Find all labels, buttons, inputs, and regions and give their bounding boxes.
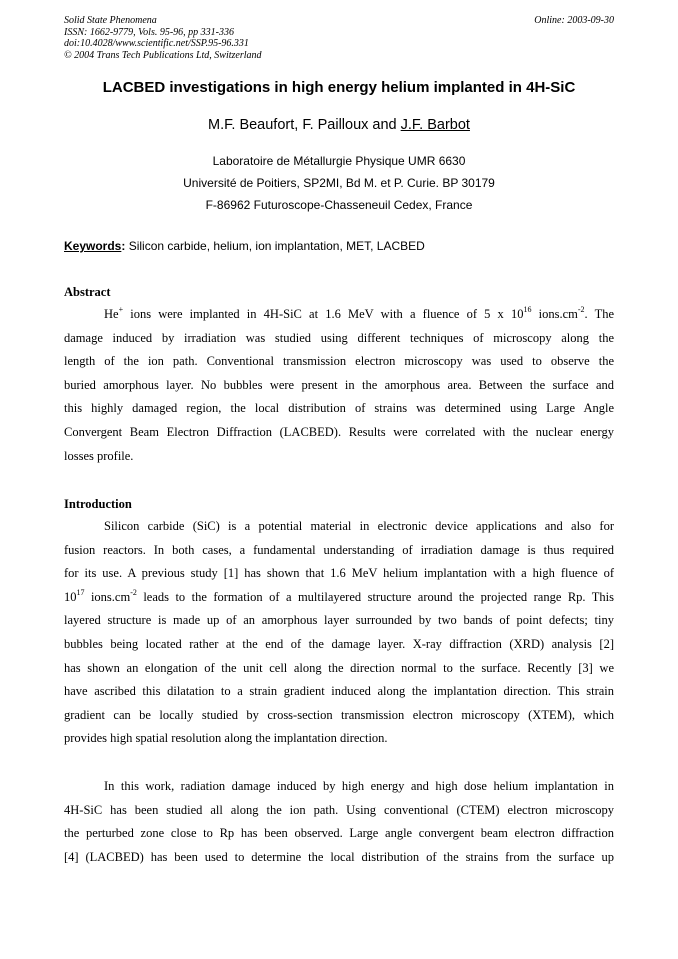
abstract-line: Convergent Beam Electron Diffraction (LACBED). Results were correlated with the nuclear energy <box>64 424 614 439</box>
affiliation-line-2: Université de Poitiers, SP2MI, Bd M. et P. Curie. BP 30179 <box>183 176 495 190</box>
text-span: ions were implanted in 4H-SiC at 1.6 MeV with a fluence of 5 x 10 <box>123 307 524 321</box>
intro-line: [4] (LACBED) has been used to determine the local distribution of the strains from the surface up <box>64 849 614 864</box>
intro-line: have ascribed this dilatation to a strain gradient induced along the implantation direction. This strain <box>64 684 614 699</box>
text-span: ions.cm <box>84 589 131 604</box>
keywords <box>64 239 425 253</box>
abstract-line: damage induced by irradiation was studied using different techniques of microscopy along the <box>64 330 614 345</box>
text-span: ions.cm <box>531 307 578 321</box>
affiliation-line-1: Laboratoire de Métallurgie Physique UMR 6630 <box>212 154 466 168</box>
abstract-line-1 <box>64 303 614 327</box>
superscript: + <box>118 305 124 314</box>
doi-line[interactable]: doi:10.4028/www.scientific.net/SSP.95-96.331 <box>64 38 249 49</box>
keywords-label: Keywords <box>64 239 122 253</box>
intro-line: gradient can be locally studied by cross-section transmission electron microscopy (XTEM), which <box>64 707 614 722</box>
intro-line: has shown an elongation of the unit cell along the direction normal to the surface. Recently [3] we <box>64 660 614 675</box>
abstract-line: losses profile. <box>64 448 134 463</box>
online-date: Online: 2003-09-30 <box>534 15 614 26</box>
keywords-text: Silicon carbide, helium, ion implantation, MET, LACBED <box>125 239 425 253</box>
intro-line: In this work, radiation damage induced by high energy and high dose helium implantation in <box>104 779 614 793</box>
intro-line-fluence <box>64 586 614 610</box>
superscript: -2 <box>577 305 585 314</box>
intro-line: 4H-SiC has been studied all along the ion path. Using conventional (CTEM) electron microscopy <box>64 802 614 817</box>
issn-line: ISSN: 1662-9779, Vols. 95-96, pp 331-336 <box>64 26 234 38</box>
intro-line: the perturbed zone close to Rp has been observed. Large angle convergent beam electron diffraction <box>64 826 614 841</box>
intro-line: fusion reactors. In both cases, a fundamental understanding of irradiation damage is thus required <box>64 542 614 557</box>
abstract-line: buried amorphous layer. No bubbles were present in the amorphous area. Between the surface and <box>64 377 614 392</box>
intro-line: Silicon carbide (SiC) is a potential material in electronic device applications and also for <box>104 519 614 533</box>
introduction-paragraph-2 <box>64 775 614 869</box>
text-span: 10 <box>64 589 77 604</box>
superscript: 17 <box>76 587 85 597</box>
abstract-body <box>64 303 614 468</box>
intro-line: provides high spatial resolution along the implantation direction. <box>64 731 388 746</box>
text-span: . The <box>584 307 614 321</box>
intro-line: layered structure is made up of an amorphous layer surrounded by two bands of point defects; tiny <box>64 613 614 628</box>
journal-header <box>64 15 262 61</box>
abstract-line: length of the ion path. Conventional transmission electron microscopy was used to observe the <box>64 354 614 369</box>
abstract-line: this highly damaged region, the local distribution of strains was determined using Large Angle <box>64 401 614 416</box>
paper-title: LACBED investigations in high energy helium implanted in 4H-SiC <box>102 79 576 96</box>
text-span: leads to the formation of a multilayered structure around the projected range Rp. This <box>136 589 614 604</box>
intro-line: for its use. A previous study [1] has shown that 1.6 MeV helium implantation with a high fluence of <box>64 566 614 581</box>
text-span: He <box>104 307 119 321</box>
corresponding-author: J.F. Barbot <box>400 117 470 133</box>
intro-line: bubbles being located rather at the end of the damage layer. X-ray diffraction (XRD) analysis [2] <box>64 636 614 651</box>
affiliation-line-3: F-86962 Futuroscope-Chasseneuil Cedex, France <box>205 198 473 212</box>
journal-name: Solid State Phenomena <box>64 15 157 26</box>
keywords-colon: : <box>121 239 126 253</box>
introduction-paragraph-1 <box>64 515 614 751</box>
superscript: 16 <box>523 305 532 314</box>
author-list <box>64 117 614 133</box>
copyright-line: © 2004 Trans Tech Publications Ltd, Switzerland <box>64 49 262 61</box>
superscript: -2 <box>130 587 137 597</box>
introduction-heading: Introduction <box>64 497 132 511</box>
authors-text: M.F. Beaufort, F. Pailloux and <box>208 117 401 133</box>
abstract-heading: Abstract <box>64 285 111 299</box>
